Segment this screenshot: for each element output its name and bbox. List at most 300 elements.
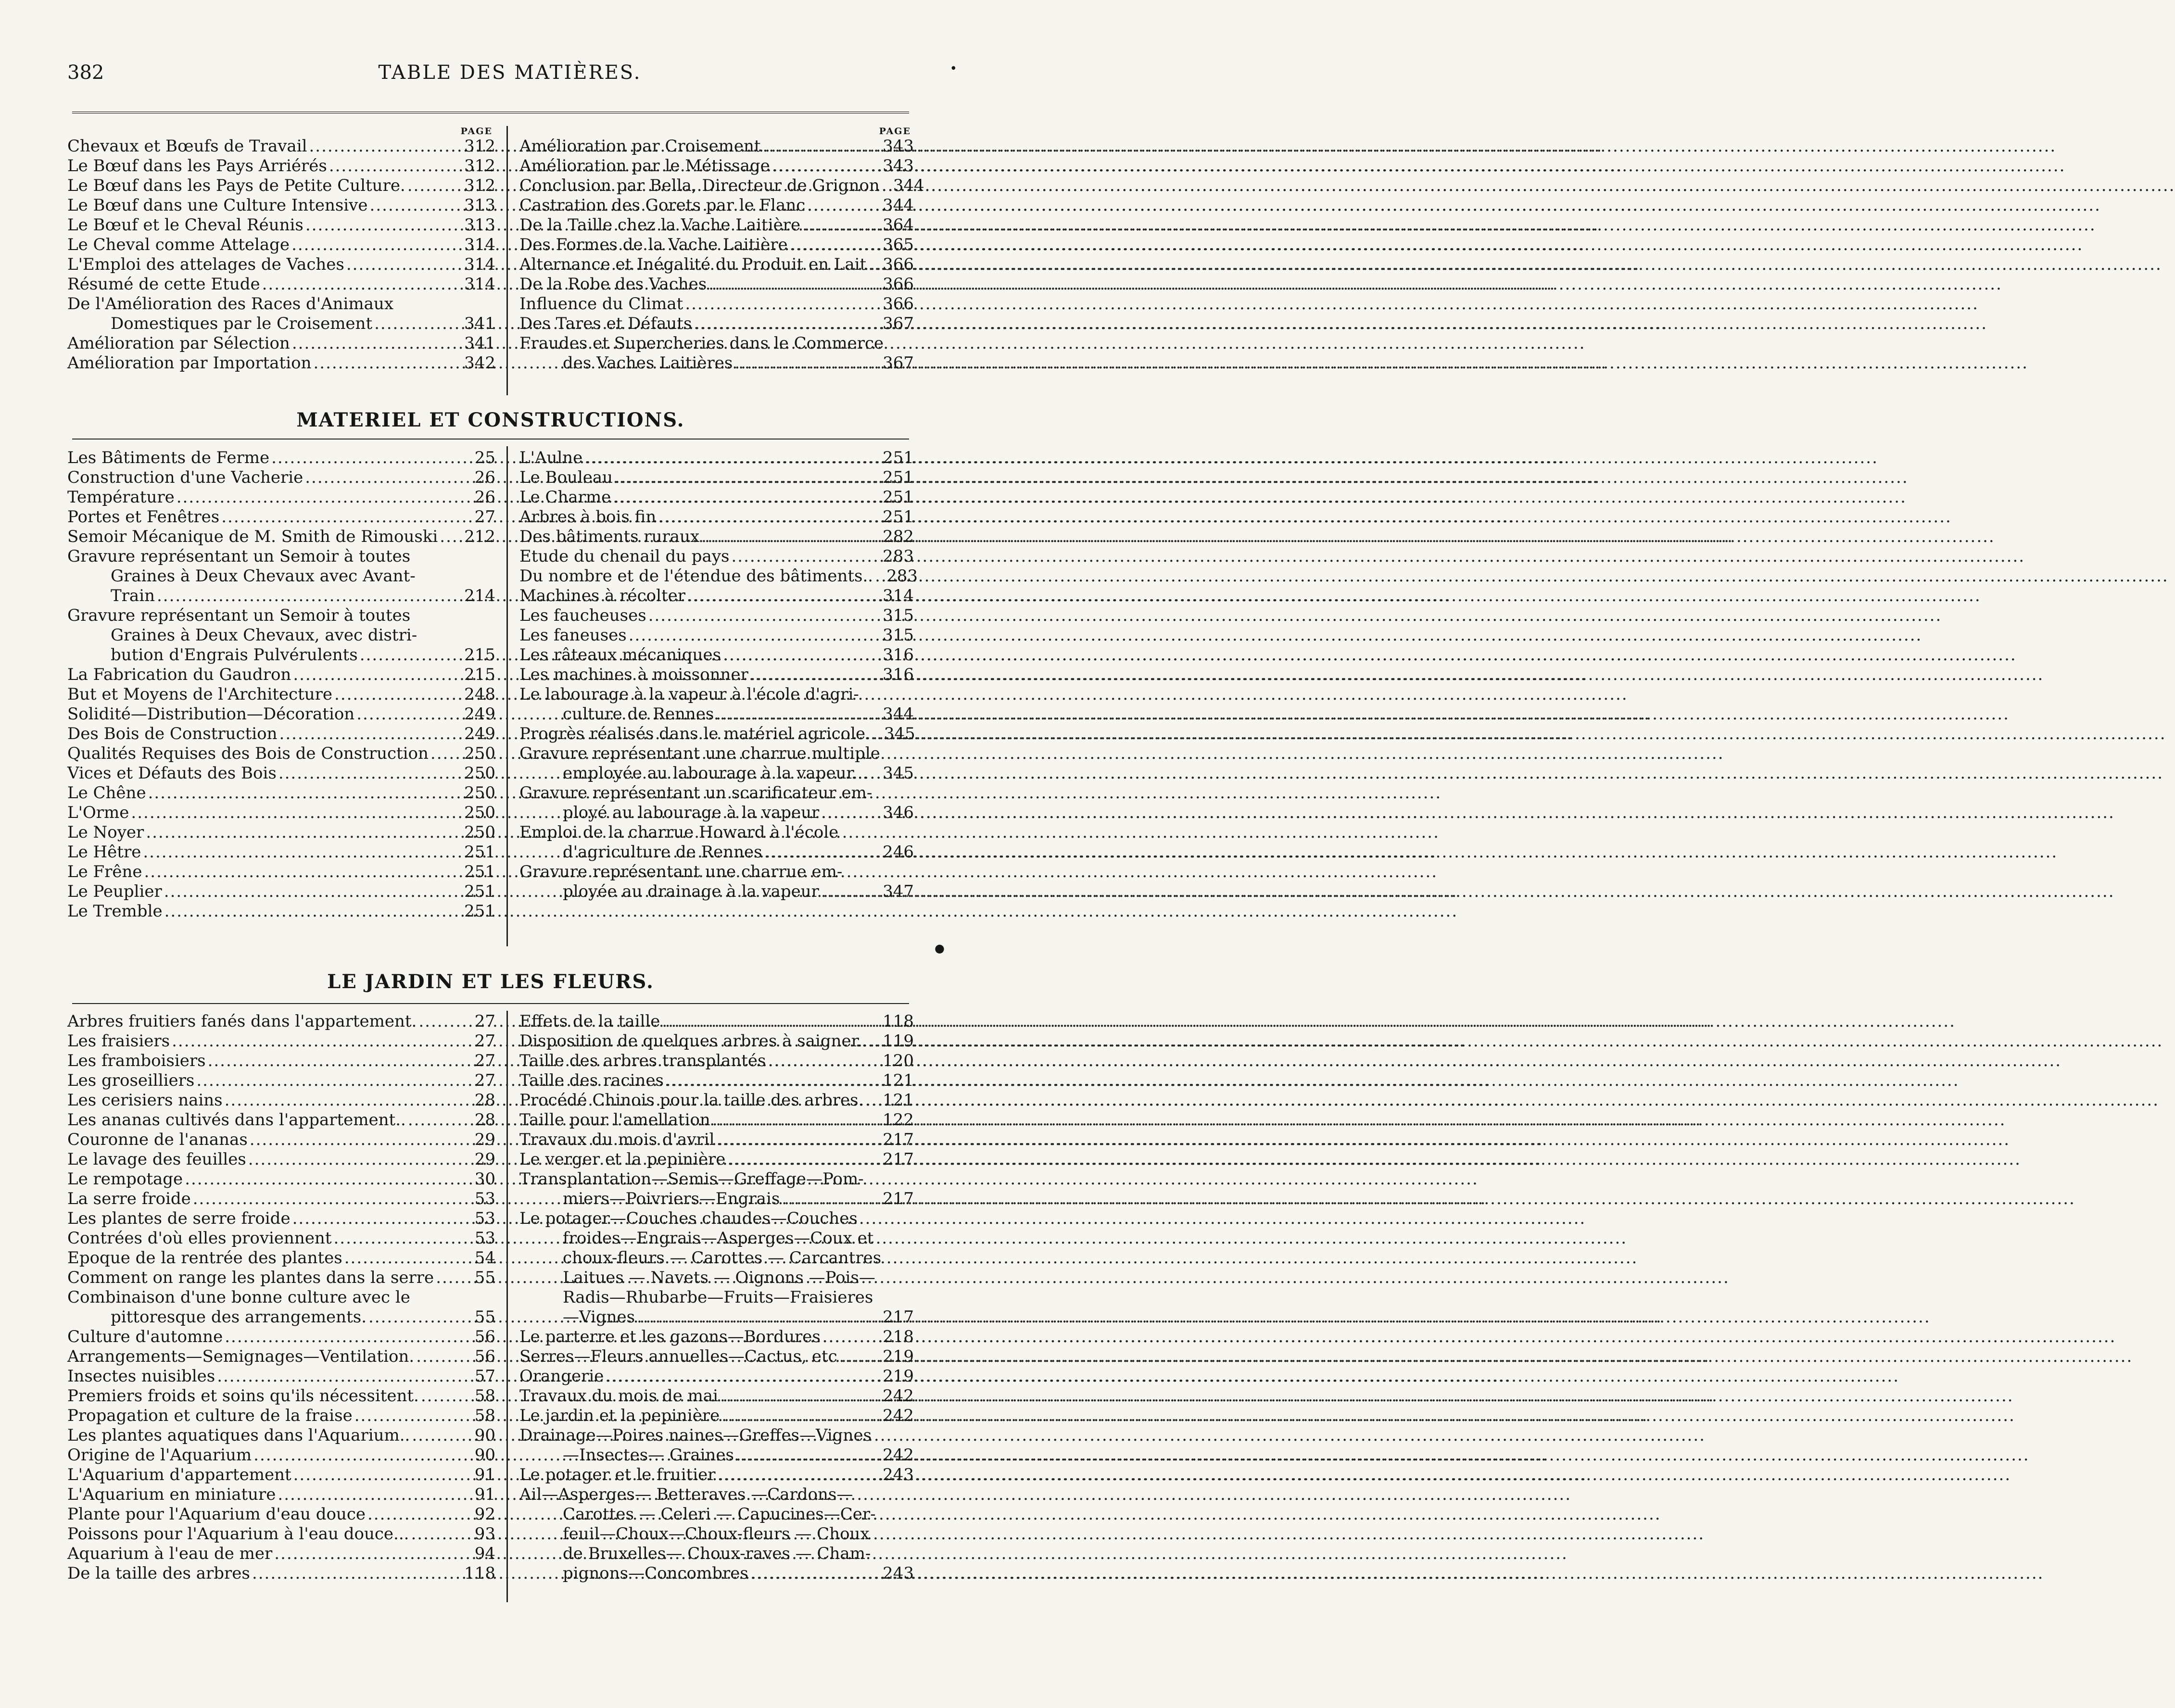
entry-title: Drainage—Poires naines—Greffes—Vignes [519,1426,872,1445]
entry-page-number: 218 [883,1327,914,1346]
dot-leader [144,862,463,882]
entry-title: Gravure représentant une charrue em- [519,862,843,881]
entry-title: employée au labourage à la vapeur... [563,764,868,783]
entry-page-number: 344 [893,176,924,195]
dot-leader [584,448,881,468]
entry-title: Des Bois de Construction [67,724,278,743]
toc-entry [67,1051,495,1071]
toc-entry [67,902,495,921]
toc-entry [519,1406,914,1426]
entry-page-number: 312 [464,156,495,176]
entry-page-number: 94 [474,1544,495,1563]
entry-page-number: 341 [464,334,495,353]
entry-title: Le jardin et la pepinière [519,1406,720,1425]
toc-entry [67,137,495,156]
entry-page-number: 251 [464,862,495,881]
dot-leader [772,156,881,176]
toc-entry [519,294,914,314]
toc-entry [67,215,495,235]
entry-page-number: 242 [883,1445,914,1465]
entry-title: Domestiques par le Croisement [111,314,373,333]
entry-page-number: 316 [883,665,914,684]
entry-page-number: 214 [464,586,495,605]
dot-leader [305,468,466,488]
toc-entry [519,468,914,488]
dot-leader [221,507,466,527]
entry-title: Epoque de la rentrée des plantes [67,1248,342,1268]
entry-title: De la taille des arbres [67,1564,250,1583]
dot-leader [334,1229,466,1248]
toc-entry [519,1426,914,1445]
entry-page-number: 122 [883,1110,914,1130]
toc-entry [67,1347,495,1367]
entry-title: Train [111,586,155,605]
toc-entry [67,803,495,823]
section-title: LE JARDIN ET LES FLEURS. [327,970,654,993]
toc-entry [519,862,914,882]
entry-page-number: 341 [464,314,495,333]
dot-leader [407,176,462,196]
entry-title: Arrangements—Semignages—Ventilation. [67,1347,415,1366]
entry-title: Culture d'automne [67,1327,223,1346]
dot-leader [723,645,881,665]
dot-leader [666,1071,881,1091]
dot-leader [193,1189,466,1209]
left-column [67,1012,495,1583]
entry-page-number: 53 [474,1189,495,1208]
toc-entry [67,156,495,176]
entry-page-number: 29 [474,1150,495,1169]
entry-page-number: 315 [883,606,914,625]
dot-leader [416,1347,466,1367]
toc-entry [67,1564,495,1583]
entry-title: Couronne de l'ananas [67,1130,248,1149]
toc-entry [519,527,914,547]
dot-leader [248,1150,466,1169]
toc-entry [519,764,914,783]
entry-title: ployée au drainage à la vapeur [563,882,819,901]
toc-entry [519,176,924,196]
entry-page-number: 251 [883,448,914,467]
toc-entry [519,1307,914,1327]
entry-page-number: 90 [474,1426,495,1445]
toc-entry [519,215,914,235]
entry-title: L'Orme [67,803,129,822]
toc-entry [519,842,914,862]
entry-page-number: 26 [474,468,495,487]
entry-title: Le verger et la pepinière [519,1150,726,1169]
toc-entry [67,842,495,862]
page-column-label: PAGE [879,126,911,137]
dot-leader [164,902,463,921]
entry-page-number: 366 [883,275,914,294]
entry-title: Chevaux et Bœufs de Travail [67,137,307,156]
entry-page-number: 364 [883,215,914,235]
toc-entry [519,1544,914,1564]
entry-page-number: 118 [883,1012,914,1031]
entry-page-number: 56 [474,1347,495,1366]
entry-page-number: 58 [474,1406,495,1425]
entry-title: Radis—Rhubarbe—Fruits—Fraisieres [563,1288,873,1307]
entry-title: Le Bœuf dans une Culture Intensive [67,196,368,215]
toc-entry [67,196,495,215]
toc-entry [67,527,495,547]
toc-entry [67,507,495,527]
running-title: TABLE DES MATIÈRES. [378,62,642,84]
page-column-label: PAGE [460,126,493,137]
dot-leader [790,235,881,255]
entry-title: Les groseilliers [67,1071,195,1090]
entry-title: L'Aulne [519,448,583,467]
toc-entry [67,704,495,724]
toc-entry [67,626,495,645]
entry-title: Premiers froids et soins qu'ils nécessitent. [67,1386,419,1406]
entry-title: Semoir Mécanique de M. Smith de Rimouski [67,527,438,546]
toc-entry [519,547,914,566]
entry-title: Plante pour l'Aquarium d'eau douce [67,1505,366,1524]
entry-page-number: 55 [474,1268,495,1287]
entry-title: Le parterre et les gazons—Bordures [519,1327,821,1346]
entry-page-number: 314 [464,275,495,294]
entry-title: miers—Poivriers—Engrais [563,1189,780,1208]
entry-title: —Vignes [563,1307,635,1327]
entry-page-number: 91 [474,1485,495,1504]
dot-leader [278,764,462,783]
entry-page-number: 283 [883,547,914,566]
toc-entry [67,314,495,334]
entry-title: Taille des arbres transplantés [519,1051,766,1070]
toc-entry [519,882,914,902]
entry-title: Combinaison d'une bonne culture avec le [67,1288,410,1307]
dot-leader [687,586,881,606]
entry-page-number: 249 [464,704,495,724]
entry-title: Conclusion par Bella, Directeur de Grignon [519,176,880,195]
toc-entry [67,255,495,275]
dot-leader [763,137,881,156]
dot-leader [701,527,881,547]
toc-entry [519,1150,914,1169]
dot-leader [727,1150,881,1169]
toc-entry [67,862,495,882]
toc-entry [519,803,914,823]
entry-title: Vices et Défauts des Bois [67,764,277,783]
entry-title: Arbres à bois fin [519,507,657,527]
toc-entry [67,468,495,488]
entry-page-number: 90 [474,1445,495,1465]
entry-page-number: 367 [883,353,914,373]
entry-title: La Fabrication du Gaudron [67,665,291,684]
entry-page-number: 219 [883,1347,914,1366]
entry-title: Machines à récolter [519,586,686,605]
page [0,0,999,1708]
dot-leader [367,1505,466,1524]
dot-leader [732,547,881,566]
toc-entry [67,1071,495,1091]
toc-entry [67,606,495,626]
entry-title: Les plantes de serre froide [67,1209,291,1228]
section-jardin [67,970,914,1620]
toc-entry [519,1209,914,1229]
toc-entry [67,566,495,586]
entry-title: Travaux du mois d'avril [519,1130,715,1149]
entry-title: Les faneuses [519,626,627,645]
toc-entry [67,1031,495,1051]
section-rule [72,1003,909,1004]
entry-title: Amélioration par Sélection [67,334,290,353]
entry-title: Fraudes et Supercheries dans le Commerce [519,334,884,353]
toc-entry [67,1426,495,1445]
toc-entry [519,235,914,255]
dot-leader [764,842,881,862]
dot-leader [278,1485,466,1505]
dot-leader [694,314,881,334]
toc-entry [67,1406,495,1426]
toc-entry [519,783,914,803]
entry-page-number: 212 [464,527,495,546]
entry-title: De l'Amélioration des Races d'Animaux [67,294,394,314]
dot-leader [157,586,462,606]
dot-leader [274,1544,466,1564]
toc-entry [519,1248,914,1268]
entry-page-number: 315 [883,626,914,645]
dot-leader [421,1386,466,1406]
dot-leader [262,275,462,294]
entry-page-number: 367 [883,314,914,333]
toc-entry [519,137,914,156]
toc-entry [519,566,918,586]
toc-entry [519,1327,914,1347]
dot-leader [873,724,882,744]
entry-title: Procédé Chinois pour la taille des arbres. [519,1091,864,1110]
entry-page-number: 251 [464,902,495,921]
entry-page-number: 251 [883,507,914,527]
entry-page-number: 93 [474,1524,495,1544]
entry-title: Etude du chenail du pays [519,547,730,566]
dot-leader [718,1465,881,1485]
entry-page-number: 283 [886,566,918,586]
entry-title: Les framboisiers [67,1051,206,1070]
entry-title: Taille pour l'amellation [519,1110,710,1130]
entry-page-number: 215 [464,645,495,665]
entry-page-number: 366 [883,255,914,274]
toc-entry [67,1288,495,1307]
page-number: 382 [67,62,104,84]
entry-title: Propagation et culture de la fraise [67,1406,353,1425]
dot-leader [821,803,881,823]
entry-page-number: 243 [883,1564,914,1583]
dot-leader [329,156,462,176]
entry-title: Gravure représentant une charrue multiple [519,744,880,763]
entry-page-number: 26 [474,488,495,507]
entry-title: Construction d'une Vacherie [67,468,303,487]
entry-page-number: 30 [474,1169,495,1189]
entry-page-number: 313 [464,215,495,235]
toc-entry [519,823,914,842]
toc-entry [67,1367,495,1386]
toc-entry [519,1051,914,1071]
dot-leader [411,1524,466,1544]
entry-page-number: 250 [464,744,495,763]
entry-title: Le Tremble [67,902,163,921]
toc-entry [519,1288,914,1307]
toc-entry [67,823,495,842]
entry-title: L'Emploi des attelages de Vaches [67,255,344,274]
entry-list [67,448,495,921]
entry-title: Le Peuplier [67,882,162,901]
entry-page-number: 342 [464,353,495,373]
toc-entry [519,1268,914,1288]
entry-title: Le rempotage [67,1169,183,1189]
toc-entry [67,1248,495,1268]
entry-title: feuil—Choux—Choux-fleurs — Choux [563,1524,870,1544]
entry-page-number: 217 [883,1130,914,1149]
entry-page-number: 366 [883,294,914,314]
entry-page-number: 313 [464,196,495,215]
toc-entry [519,1465,914,1485]
dot-leader [839,1347,881,1367]
toc-entry [519,507,914,527]
dot-leader [436,1268,466,1288]
toc-entry [67,1150,495,1169]
toc-entry [67,1189,495,1209]
entry-page-number: 215 [464,665,495,684]
dot-leader [131,803,462,823]
toc-entry [67,1209,495,1229]
entry-page-number: 312 [464,137,495,156]
entry-page-number: 343 [883,156,914,176]
toc-entry [519,1505,914,1524]
dot-leader [146,823,462,842]
entry-title: Orangerie [519,1367,604,1386]
dot-leader [750,1564,881,1583]
entry-title: Taille des racines [519,1071,664,1090]
entry-page-number: 219 [883,1367,914,1386]
entry-title: Amélioration par le Métissage [519,156,770,176]
dot-leader [356,704,462,724]
toc-entry [519,1485,914,1505]
entry-title: Les fraisiers [67,1031,170,1051]
entry-title: Contrées d'où elles proviennent [67,1229,332,1248]
dot-leader [374,314,462,334]
dot-leader [685,294,881,314]
entry-page-number: 53 [474,1209,495,1228]
entry-page-number: 120 [883,1051,914,1070]
dot-leader [736,1445,881,1465]
entry-page-number: 250 [464,783,495,803]
toc-entry [519,1229,914,1248]
dot-leader [865,1091,881,1110]
toc-entry [519,1169,914,1189]
dot-leader [720,1386,881,1406]
entry-title: Les plantes aquatiques dans l'Aquarium.. [67,1426,410,1445]
entry-page-number: 25 [474,448,495,467]
toc-entry [519,586,914,606]
entry-title: Des Tares et Défauts [519,314,692,333]
entry-page-number: 29 [474,1130,495,1149]
entry-page-number: 248 [464,685,495,704]
toc-entry [67,176,495,196]
entry-page-number: 121 [883,1071,914,1090]
entry-title: Le lavage des feuilles [67,1150,246,1169]
dot-leader [250,1130,466,1150]
entry-page-number: 92 [474,1505,495,1524]
entry-page-number: 251 [464,882,495,901]
entry-page-number: 243 [883,1465,914,1484]
entry-title: Le labourage à la vapeur à l'école d'agri- [519,685,859,704]
entry-list [67,137,495,373]
entry-page-number: 53 [474,1229,495,1248]
dot-leader [143,842,462,862]
entry-page-number: 312 [464,176,495,195]
entry-page-number: 251 [464,842,495,862]
entry-page-number: 217 [883,1189,914,1208]
entry-page-number: 91 [474,1465,495,1484]
toc-entry [67,235,495,255]
entry-title: d'agriculture de Rennes [563,842,762,862]
toc-entry [519,645,914,665]
dot-leader [708,275,881,294]
entry-title: des Vaches Laitières [563,353,733,373]
toc-entry [519,353,914,373]
entry-title: Transplantation—Semis—Greffage—Pom- [519,1169,864,1189]
entry-title: Des bâtiments ruraux [519,527,700,546]
entry-title: Les râteaux mécaniques [519,645,721,665]
toc-entry [67,1386,495,1406]
toc-entry [519,1012,914,1031]
entry-list [67,1012,495,1583]
entry-page-number: 27 [474,1031,495,1051]
entry-page-number: 346 [883,803,914,822]
entry-list [519,1012,914,1583]
entry-page-number: 344 [883,704,914,724]
entry-page-number: 345 [884,724,915,743]
toc-entry [519,334,914,353]
entry-title: Résumé de cette Etude [67,275,260,294]
entry-title: L'Aquarium en miniature [67,1485,276,1504]
entry-page-number: 27 [474,1071,495,1090]
toc-entry [519,1130,914,1150]
entry-title: ployé au labourage à la vapeur [563,803,820,822]
entry-page-number: 27 [474,1012,495,1031]
section-title: MATERIEL ET CONSTRUCTIONS. [296,409,685,431]
entry-title: Carottes — Celeri — Capucines—Cer- [563,1505,876,1524]
header-rule [72,112,909,113]
dot-leader [716,1130,881,1150]
entry-title: Gravure représentant un Semoir à toutes [67,547,411,566]
toc-entry [519,488,914,507]
toc-entry [67,1307,495,1327]
entry-title: Le Bouleau [519,468,613,487]
toc-entry [67,1544,495,1564]
entry-title: Le potager—Couches chaudes—Couches [519,1209,858,1228]
entry-title: Gravure représentant un Semoir à toutes [67,606,411,625]
toc-entry [519,1386,914,1406]
entry-title: Solidité—Distribution—Décoration [67,704,355,724]
dot-leader [208,1051,466,1071]
toc-entry [519,196,914,215]
entry-title: Progrès réalisés dans le matériel agricole. [519,724,871,743]
entry-page-number: 57 [474,1367,495,1386]
entry-list [519,137,924,373]
entry-page-number: 344 [883,196,914,215]
entry-page-number: 121 [883,1091,914,1110]
toc-entry [519,448,914,468]
entry-title: Disposition de quelques arbres à saigner.. [519,1031,868,1051]
entry-page-number: 27 [474,1051,495,1070]
entry-page-number: 242 [883,1406,914,1425]
entry-title: Le Bœuf et le Cheval Réunis [67,215,303,235]
entry-list [519,448,918,902]
